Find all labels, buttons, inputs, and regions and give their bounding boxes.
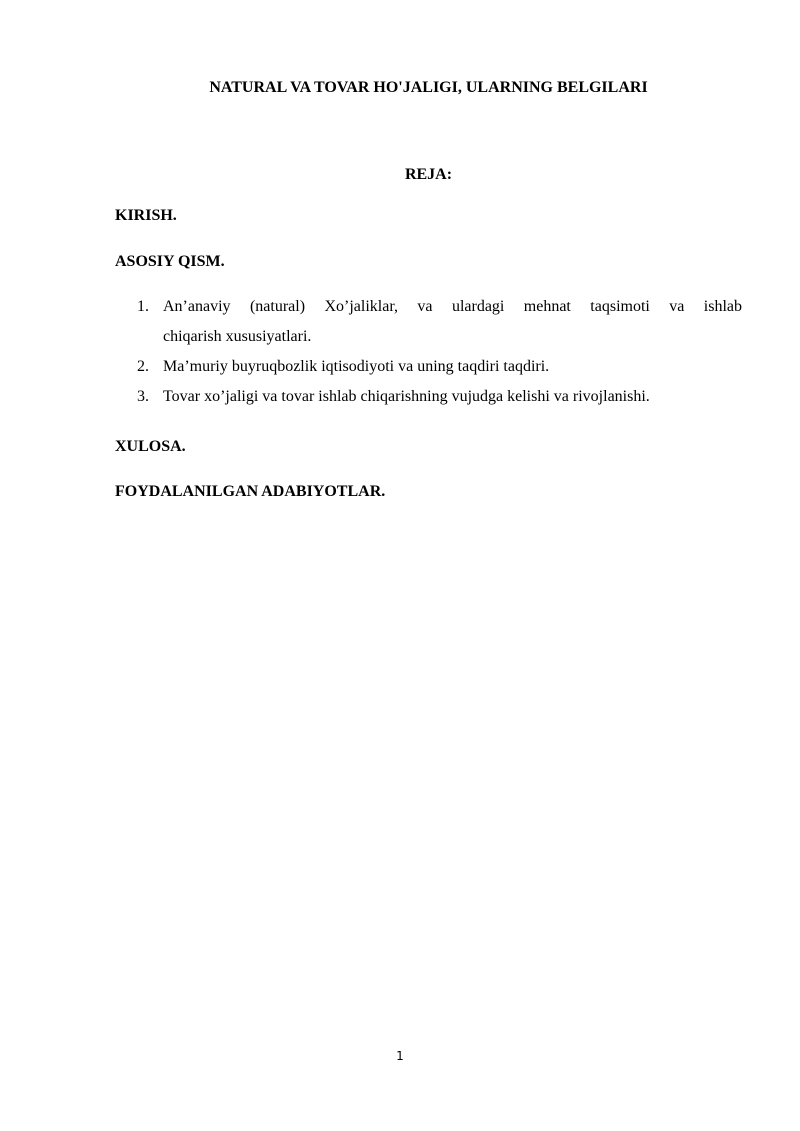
section-main: ASOSIY QISM. bbox=[115, 253, 225, 270]
plan-heading: REJA: bbox=[404, 166, 453, 183]
page-number: 1 bbox=[396, 1049, 404, 1063]
list-item bbox=[115, 382, 742, 412]
list-item-number: 3. bbox=[137, 388, 149, 405]
document-title: NATURAL VA TOVAR HO'JALIGI, ULARNING BELGILARI bbox=[209, 79, 648, 96]
list-item-text-continued: chiqarish xususiyatlari. bbox=[163, 328, 312, 345]
list-item bbox=[115, 352, 742, 382]
list-item-text: An’anaviy (natural) Xo’jaliklar, va ulardagi mehnat taqsimoti va ishlab bbox=[163, 298, 742, 315]
list-item bbox=[115, 292, 742, 352]
section-references: FOYDALANILGAN ADABIYOTLAR. bbox=[115, 483, 386, 500]
section-intro: KIRISH. bbox=[115, 207, 177, 224]
plan-outline-list bbox=[115, 292, 742, 412]
list-item-text: Ma’muriy buyruqbozlik iqtisodiyoti va uning taqdiri taqdiri. bbox=[163, 358, 550, 375]
section-conclusion: XULOSA. bbox=[115, 438, 186, 455]
list-item-number: 1. bbox=[137, 298, 149, 315]
list-item-number: 2. bbox=[137, 358, 149, 375]
list-item-text: Tovar xo’jaligi va tovar ishlab chiqarishning vujudga kelishi va rivojlanishi. bbox=[163, 388, 650, 405]
